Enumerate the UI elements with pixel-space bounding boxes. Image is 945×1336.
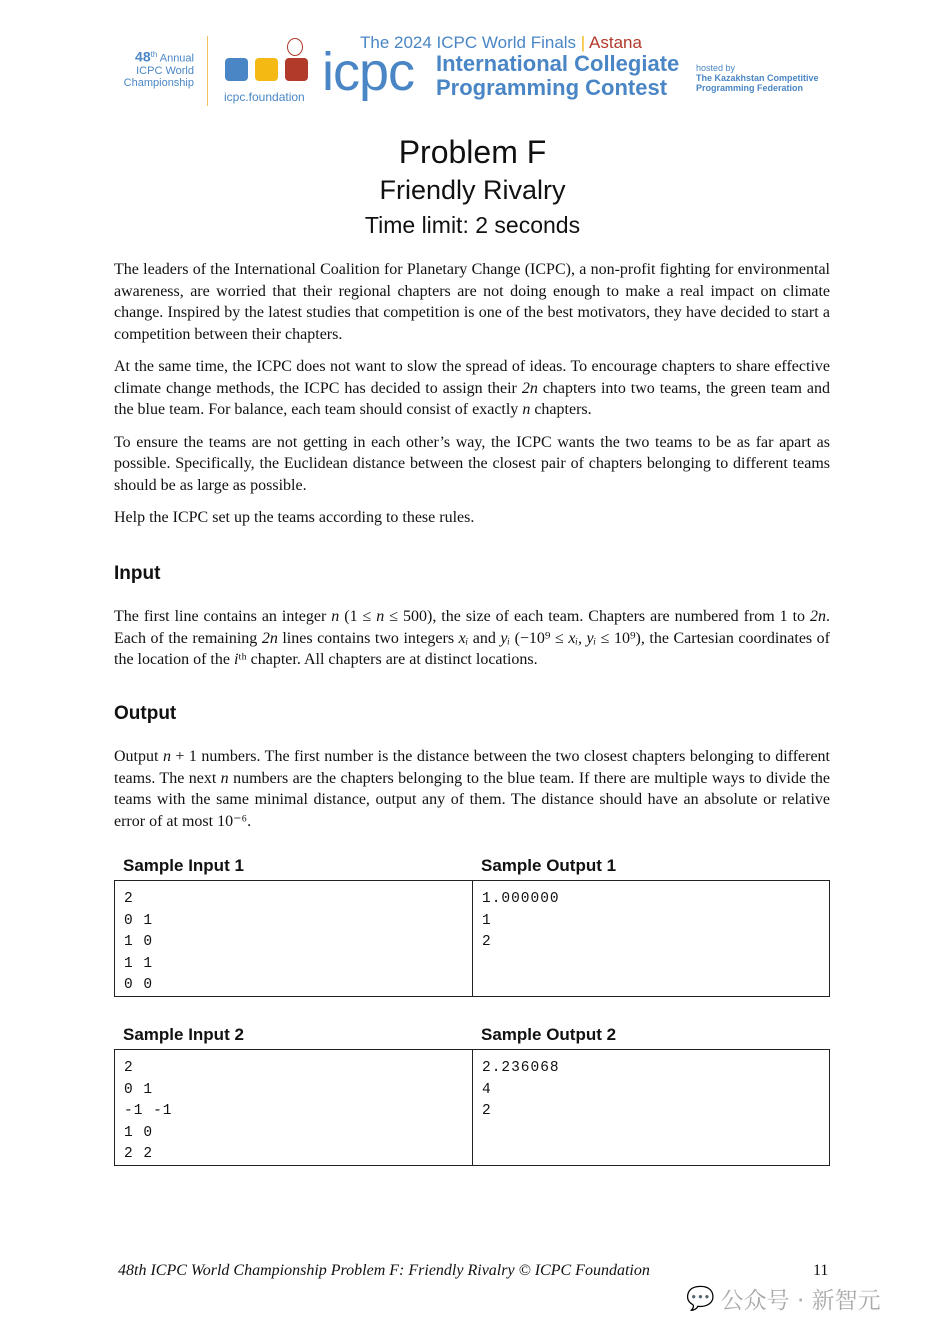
text-run: At the same time, the ICPC does not want to slow the spread of ideas. To encourage chapters to share effective climate change methods, the ICPC has decided to assign their (114, 358, 830, 397)
math: 2n (261, 629, 278, 647)
watermark (686, 1282, 881, 1315)
sample-1 (114, 856, 830, 997)
sample-output-text: 1.000000 1 2 (472, 881, 829, 996)
math: n (220, 769, 229, 787)
text-run: lines contains two integers (277, 629, 459, 647)
annual-line3: Championship (123, 76, 194, 89)
world-finals-text: The 2024 ICPC World Finals (360, 33, 577, 52)
sample-input-label: Sample Input 1 (123, 856, 244, 875)
title-block (0, 132, 945, 242)
math: xᵢ, yᵢ (568, 629, 597, 647)
foundation-label: icpc.foundation (224, 90, 305, 104)
sample-2 (114, 1025, 830, 1166)
math: n (376, 608, 385, 625)
math: n (522, 401, 531, 418)
text-run: Help the ICPC set up the teams according to these rules. (114, 509, 475, 526)
watermark-text: 公众号 · 新智元 (720, 1288, 881, 1314)
math: 2n (521, 379, 538, 397)
icpc-logo: icpc (322, 42, 415, 102)
text-run: ≤ 10⁹), the Cartesian coordinates of the location of the (114, 629, 831, 668)
sample-output-label: Sample Output 1 (481, 856, 617, 875)
hosted-by: hosted by (696, 63, 736, 73)
math: n (162, 748, 171, 765)
lightbulb-icon (255, 58, 278, 81)
header-logos (110, 30, 830, 110)
cloud-icon (225, 58, 248, 81)
input-section (114, 606, 830, 682)
host-info (696, 63, 819, 93)
math: 2n (810, 608, 827, 625)
paragraph (114, 259, 830, 345)
footer-text: 48th ICPC World Championship Problem F: Friendly Rivalry © ICPC Foundation (118, 1262, 650, 1279)
text-run: chapters into two teams, the green team and the blue team. For balance, each team should consist of exactly (114, 379, 830, 418)
math: yᵢ (500, 629, 511, 647)
text-run: The leaders of the International Coalition for Planetary Change (ICPC), a non-profit fighting for environmental awareness, are worried that their regional chapters are not doing enough to make a real impact on climate change. Inspired by the latest studies that competition is one of the best motivators, they have decided to start a competition between their chapters. (114, 261, 830, 343)
paragraph (114, 432, 830, 497)
time-limit: Time limit: 2 seconds (364, 212, 581, 238)
sample-output-label: Sample Output 2 (481, 1025, 617, 1044)
balloon-outline-icon (287, 38, 303, 56)
annual-number: 48 (135, 48, 151, 65)
paragraph (114, 507, 830, 529)
text-run: To ensure the teams are not getting in each other’s way, the ICPC wants the two teams to be as far apart as possible. Specifically, the Euclidean distance between the closest pair of chapters belonging to different teams should be as large as possible. (114, 433, 830, 494)
world-finals-title (360, 33, 642, 53)
text-run: and (468, 629, 501, 647)
sample-input-text: 2 0 1 1 0 1 1 0 0 (124, 891, 154, 993)
output-heading: Output (114, 703, 177, 724)
balloon-icon (285, 58, 308, 81)
math: xᵢ (458, 629, 469, 647)
statement (114, 259, 830, 540)
input-paragraph (114, 606, 830, 671)
sample-output-text: 2.236068 4 2 (472, 1050, 829, 1165)
wechat-icon: 💬 (686, 1286, 715, 1312)
output-paragraph (114, 746, 830, 832)
text-run: ᵗʰ chapter. All chapters are at distinct locations. (238, 651, 538, 668)
text-run: (1 ≤ (339, 608, 377, 625)
sample-input-text: 2 0 1 -1 -1 1 0 2 2 (124, 1060, 173, 1162)
divider (207, 36, 208, 106)
paragraph (114, 356, 830, 421)
problem-name: Friendly Rivalry (379, 175, 566, 205)
text-run: ≤ 500), the size of each team. Chapters are numbered from 1 to (384, 608, 811, 625)
input-heading: Input (114, 563, 161, 584)
host-line2: Programming Federation (696, 83, 804, 93)
sample-input-label: Sample Input 2 (123, 1025, 244, 1044)
annual-text: Annual (159, 52, 194, 65)
text-run: The first line contains an integer (114, 608, 332, 625)
host-line1: The Kazakhstan Competitive (696, 73, 819, 83)
contest-name (436, 52, 679, 100)
annual-sup: th (150, 50, 158, 59)
contest-name-line1: International Collegiate (436, 51, 680, 76)
annual-label (118, 49, 194, 89)
math: i (233, 651, 239, 668)
text-run: + 1 numbers. The first number is the distance between the two closest chapters belonging to different teams. The next (114, 748, 830, 787)
text-run: Output (114, 748, 163, 765)
text-run: . Each of the remaining (114, 608, 831, 647)
page-number: 11 (813, 1262, 829, 1279)
text-run: chapters. (530, 401, 592, 418)
foundation-logo (223, 38, 313, 104)
math: n (331, 608, 340, 625)
text-run: numbers are the chapters belonging to the blue team. If there are multiple ways to divide the teams with the same minimal distance, output any of them. The distance should have an absolute or relative error of at most 10⁻⁶. (114, 769, 831, 830)
problem-title: Problem F (398, 134, 547, 170)
city: Astana (589, 33, 642, 52)
separator: | (580, 33, 586, 52)
output-section (114, 746, 830, 843)
annual-line2: ICPC World (136, 64, 194, 77)
contest-name-line2: Programming Contest (436, 75, 668, 100)
text-run: (−10⁹ ≤ (510, 629, 569, 647)
